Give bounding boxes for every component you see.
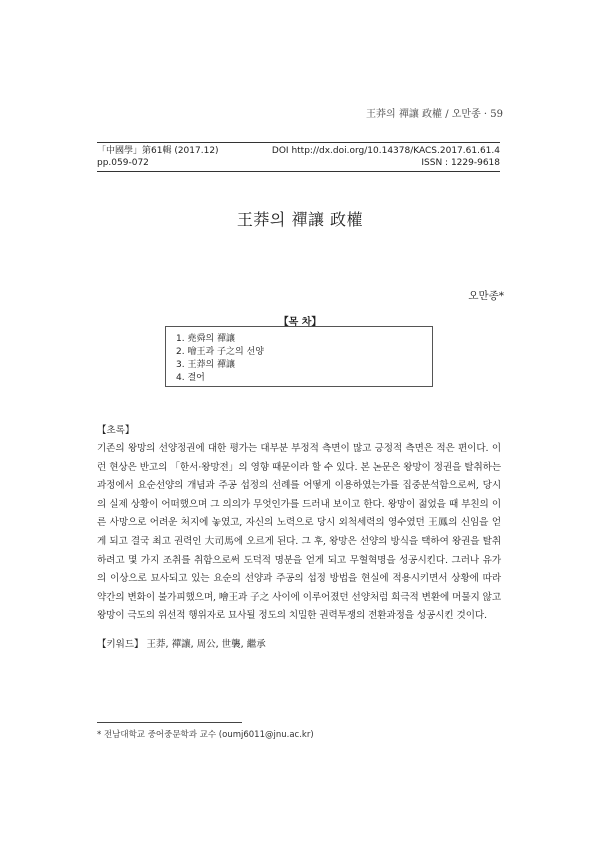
toc-item[interactable]: 1. 堯舜의 禪讓 <box>176 334 236 344</box>
table-of-contents <box>165 326 433 387</box>
journal-issue: 「中國學」第61輯 (2017.12) <box>97 146 219 156</box>
toc-item[interactable]: 4. 결어 <box>176 373 205 383</box>
toc-label: 【목 차】 <box>278 317 322 328</box>
toc-item[interactable]: 3. 王莽의 禪讓 <box>176 360 236 370</box>
meta-row-top <box>97 145 500 157</box>
doi-link[interactable]: DOI http://dx.doi.org/10.14378/KACS.2017.61.61.4 <box>271 146 500 156</box>
toc-item[interactable]: 2. 噲王과 子之의 선양 <box>176 347 264 357</box>
issn: ISSN : 1229-9618 <box>421 158 500 168</box>
abstract-label: 【초록】 <box>97 425 135 436</box>
paper-title: 王莽의 禪讓 政權 <box>236 210 364 229</box>
running-head: 王莽의 禪讓 政權 / 오만종 · 59 <box>366 109 503 120</box>
page-range: pp.059-072 <box>97 158 149 168</box>
footnote: * 전남대학교 중어중문학과 교수 (oumj6011@jnu.ac.kr) <box>97 730 314 740</box>
meta-row-bottom <box>97 157 500 169</box>
author-name: 오만종* <box>468 290 504 302</box>
abstract-text: 기존의 왕망의 선양정권에 대한 평가는 대부분 부정적 측면이 많고 긍정적 측면은 적은 편이다. 이런 현상은 반고의 「한서·왕망전」의 영향 때문이라 할 수 있다. 본 논문은 왕망이 정권을 탈취하는 과정에서 요순선양의 개념과 주공 섭정의 선례를 어떻게 이용하였는가를 집중분석함으로써, 당시의 실제 상황이 어떠했으며 그 의의가 무엇인가를 드러내 보이고 한다. 왕망이 젊었을 때 부친의 이른 사망으로 어려운 처지에 놓였고, 자신의 노력으로 당시 외척세력의 영수였던 王鳳의 신임을 얻게 되고 결국 최고 권력인 大司馬에 오르게 된다. 그 후, 왕망은 선양의 방식을 택하여 왕권을 탈취하려고 몇 가지 조취를 취함으로써 도덕적 명분을 얻게 되고 무혈혁명을 성공시킨다. 그러나 유가의 이상으로 묘사되고 있는 요순의 선양과 주공의 섭정 방법을 현실에 적용시키면서 상황에 따라 약간의 변화이 불가피했으며, 噲王과 子之 사이에 이루어졌던 선양처럼 희극적 변환에 머물지 않고 왕망이 극도의 위선적 행위자로 묘사될 정도의 치밀한 권력투쟁의 전환과정을 성공시킨 것이다. <box>97 443 501 622</box>
footnote-divider <box>97 722 242 723</box>
keywords: 【키워드】 王莽, 禪讓, 周公, 世襲, 繼承 <box>97 639 266 650</box>
journal-meta-box <box>97 142 500 172</box>
